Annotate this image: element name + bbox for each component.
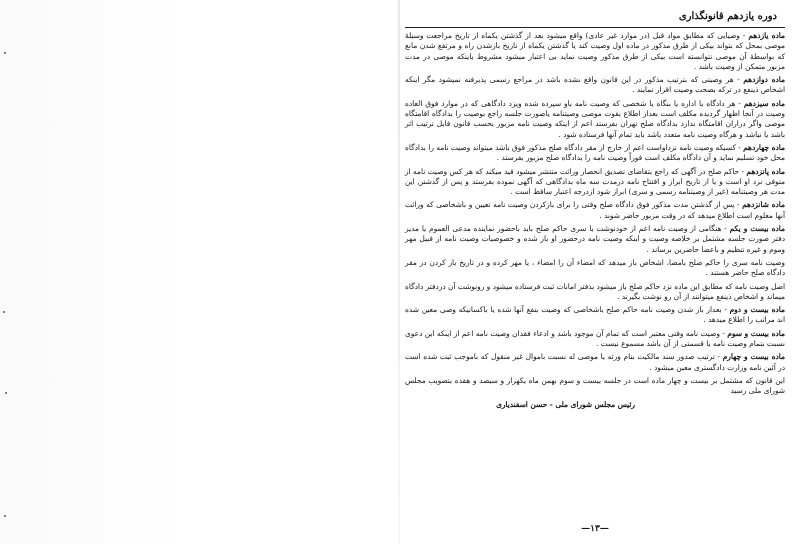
paragraph [405, 352, 785, 373]
signature-line: رئیس مجلس شورای ملی - حسن اسفندیاری [496, 399, 635, 409]
article-title: ماده یازدهم [748, 31, 785, 40]
article-title: ماده بیست و یکم [729, 224, 785, 234]
article-text: وصیت نامه سری را حاکم صلح بامضا، اشخاص باز میدهد که امضاء آن را امضاء ، یا مهر کرده و در تاریخ باز کردن در مقر دادگاه صلح حاضر هستند . [405, 257, 785, 278]
paragraph [405, 143, 785, 164]
header-rule [405, 27, 785, 28]
scan-speck [4, 52, 6, 54]
article-text: - وصیت نامه وقتی معتبر است که تمام آن موجود باشد و ادعاء فقدان وصیت نامه اعم از اینکه این دعوی نسبت بتمام وصیت نامه یا قسمتی از آن باشد مسموع نیست . [405, 328, 785, 349]
article-text: اصل وصیت نامه که مطابق این ماده نزد حاکم صلح باز میشود بدفتر امانات ثبت فرستاده میشود و رونوشت آن دردفتر دادگاه میماند و اشخاص ذینفع میتوانند از آن رو نوشت بگیرند . [405, 281, 785, 301]
page-spine [398, 0, 400, 544]
scan-speck [3, 311, 5, 313]
article-text: - ترتیب صدور سند مالکیت بنام ورثه یا موصی له نسبت باموال غیر منقول که باموجب ثبت شده است در آئین نامه وزارت دادگستری معین میشود . [405, 352, 785, 372]
paragraph [405, 224, 785, 255]
paragraph [405, 305, 785, 326]
article-title: ماده بیست و دوم [729, 305, 785, 315]
paragraph [405, 329, 785, 350]
article-text: - هر دادگاه یا اداره یا بنگاه یا شخصی که وصیت نامه باو سپرده شده ویزد دادگاهی که در موارد فوق العاده وصیت در آنجا اظهار گردیده مکلف است بعداز اطلاع بفوت موصی وصیتنامه یاصورت جلسه راجع بوصیت را بدادگاه اقامتگاه موصی واگر دراران اقامتگاه ندارد بدادگاه صلح تهران بفرستد اعم از اینکه وصیت نامه مزبور بحسب قانون قابل ترتیب اثر باشد یا نباشد و هرگاه وصیت نامه متعدد باشد باید تمام آنها فرستاده شود . [405, 98, 785, 139]
paragraph [405, 31, 785, 72]
article-text: این قانون که مشتمل بر بیست و چهار ماده است در جلسه بیست و سوم بهمن ماه یکهزار و سیصد و هفده بتصویب مجلس شورای ملی رسید [405, 375, 785, 396]
article-text: - حاکم صلح در آگهی که راجع بتقاضای تصدیق انحصار وراثت منتشر میشود قید میکند که هر کس وصیت نامه از متوفی نزد او است و یا از تاریخ ابراز و افتتاح نامه درمدت سه ماه بدادگاهی که آگهی نموده بفرستد و پس از گذشتن این مدت هر وصیتنامه (غیر از وصیتنامه رسمی و سری) ابراز شود ازدرجه اعتبار ساقط است . [405, 166, 785, 197]
paragraph [405, 282, 785, 303]
article-title: ماده چهاردهم [743, 142, 786, 152]
article-title: ماده سیزدهم [743, 98, 785, 108]
article-title: ماده بیست و سوم [727, 328, 785, 338]
paragraph [405, 258, 785, 279]
article-title: ماده پانزدهم [746, 166, 786, 176]
article-title: ماده شانزدهم [742, 200, 785, 210]
article-text: - کسیکه وصیت نامه نزداواست اعم از خارج از مقر دادگاه صلح مذکور فوق باشد میتواند وصیت نامه را بدادگاه محل خود تسلیم نماید و آن دادگاه مکلف است فوراً وصیت نامه را بدادگاه صلح مزبور بفرستد . [405, 142, 785, 163]
blank-left-page [0, 0, 320, 544]
scan-speck [5, 392, 7, 394]
article-text: - هر وصیتی که بترتیب مذکور در این قانون واقع نشده باشد در مراجع رسمی پذیرفته نمیشود مگر اینکه اشخاص ذینفع در ترکه بصحت وصیت اقرار نمایند . [405, 75, 785, 95]
paragraph [405, 167, 785, 198]
running-head: دوره یازدهم قانونگذاری [678, 11, 777, 22]
scan-speck [4, 515, 6, 517]
article-title: ماده بیست و چهارم [722, 352, 786, 362]
article-text: - وصیایی که مطابق مواد قبل (در موارد غیر عادی) واقع میشود بعد از گذشتن یکماه از تاریخ مراجعت وسیلهٔ موصی بمحل که بتواند بیکی از طرق مذکور در ماده اول وصیت کند یا گذشتن یکماه از تاریخ بازشدن راه و مرتفع شدن مانع که بواسطهٔ آن موصی نتوانسته است بیکی از طرق مذکور وصیت نماید بی اعتبار میشود مشروط باینکه موصی در مدت مزبور متمکن از وصیت باشد . [405, 31, 785, 71]
article-text: - بعداز باز شدن وصیت نامه حاکم صلح باشخاصی که وصیت بنفع آنها شده یا باکسانیکه وصی معین شده اند مراتب را اطلاع میدهد . [405, 305, 785, 325]
document-page [405, 10, 785, 538]
paragraph [405, 200, 785, 221]
page-number: —۱۳— [581, 524, 609, 534]
paragraph [405, 376, 785, 397]
article-text: - هنگامی از وصیت نامه اعم از خودنوشت یا سری حاکم صلح باید باحضور نماینده مدعی العموم یا مدیر دفتر صورت جلسه مشتمل بر خلاصه وصیت و اینکه وصیت نامه درحضور او باز شده و خصوصیات وصیت نامه از قبیل مهر وموم و غیره تنظیم و باعضا حاضرین برساند . [405, 224, 785, 254]
paragraph [405, 75, 785, 96]
paragraph [405, 99, 785, 140]
article-title: ماده دوازدهم [743, 75, 785, 85]
document-body [405, 31, 785, 397]
article-text: - پس از گذشتن مدت مذکور فوق دادگاه صلح وقتی را برای بازکردن وصیت نامه تعیین و باشخاصی که وراثت آنها معلوم است اطلاع میدهد که در وقت مزبور حاضر شوند . [405, 200, 785, 220]
